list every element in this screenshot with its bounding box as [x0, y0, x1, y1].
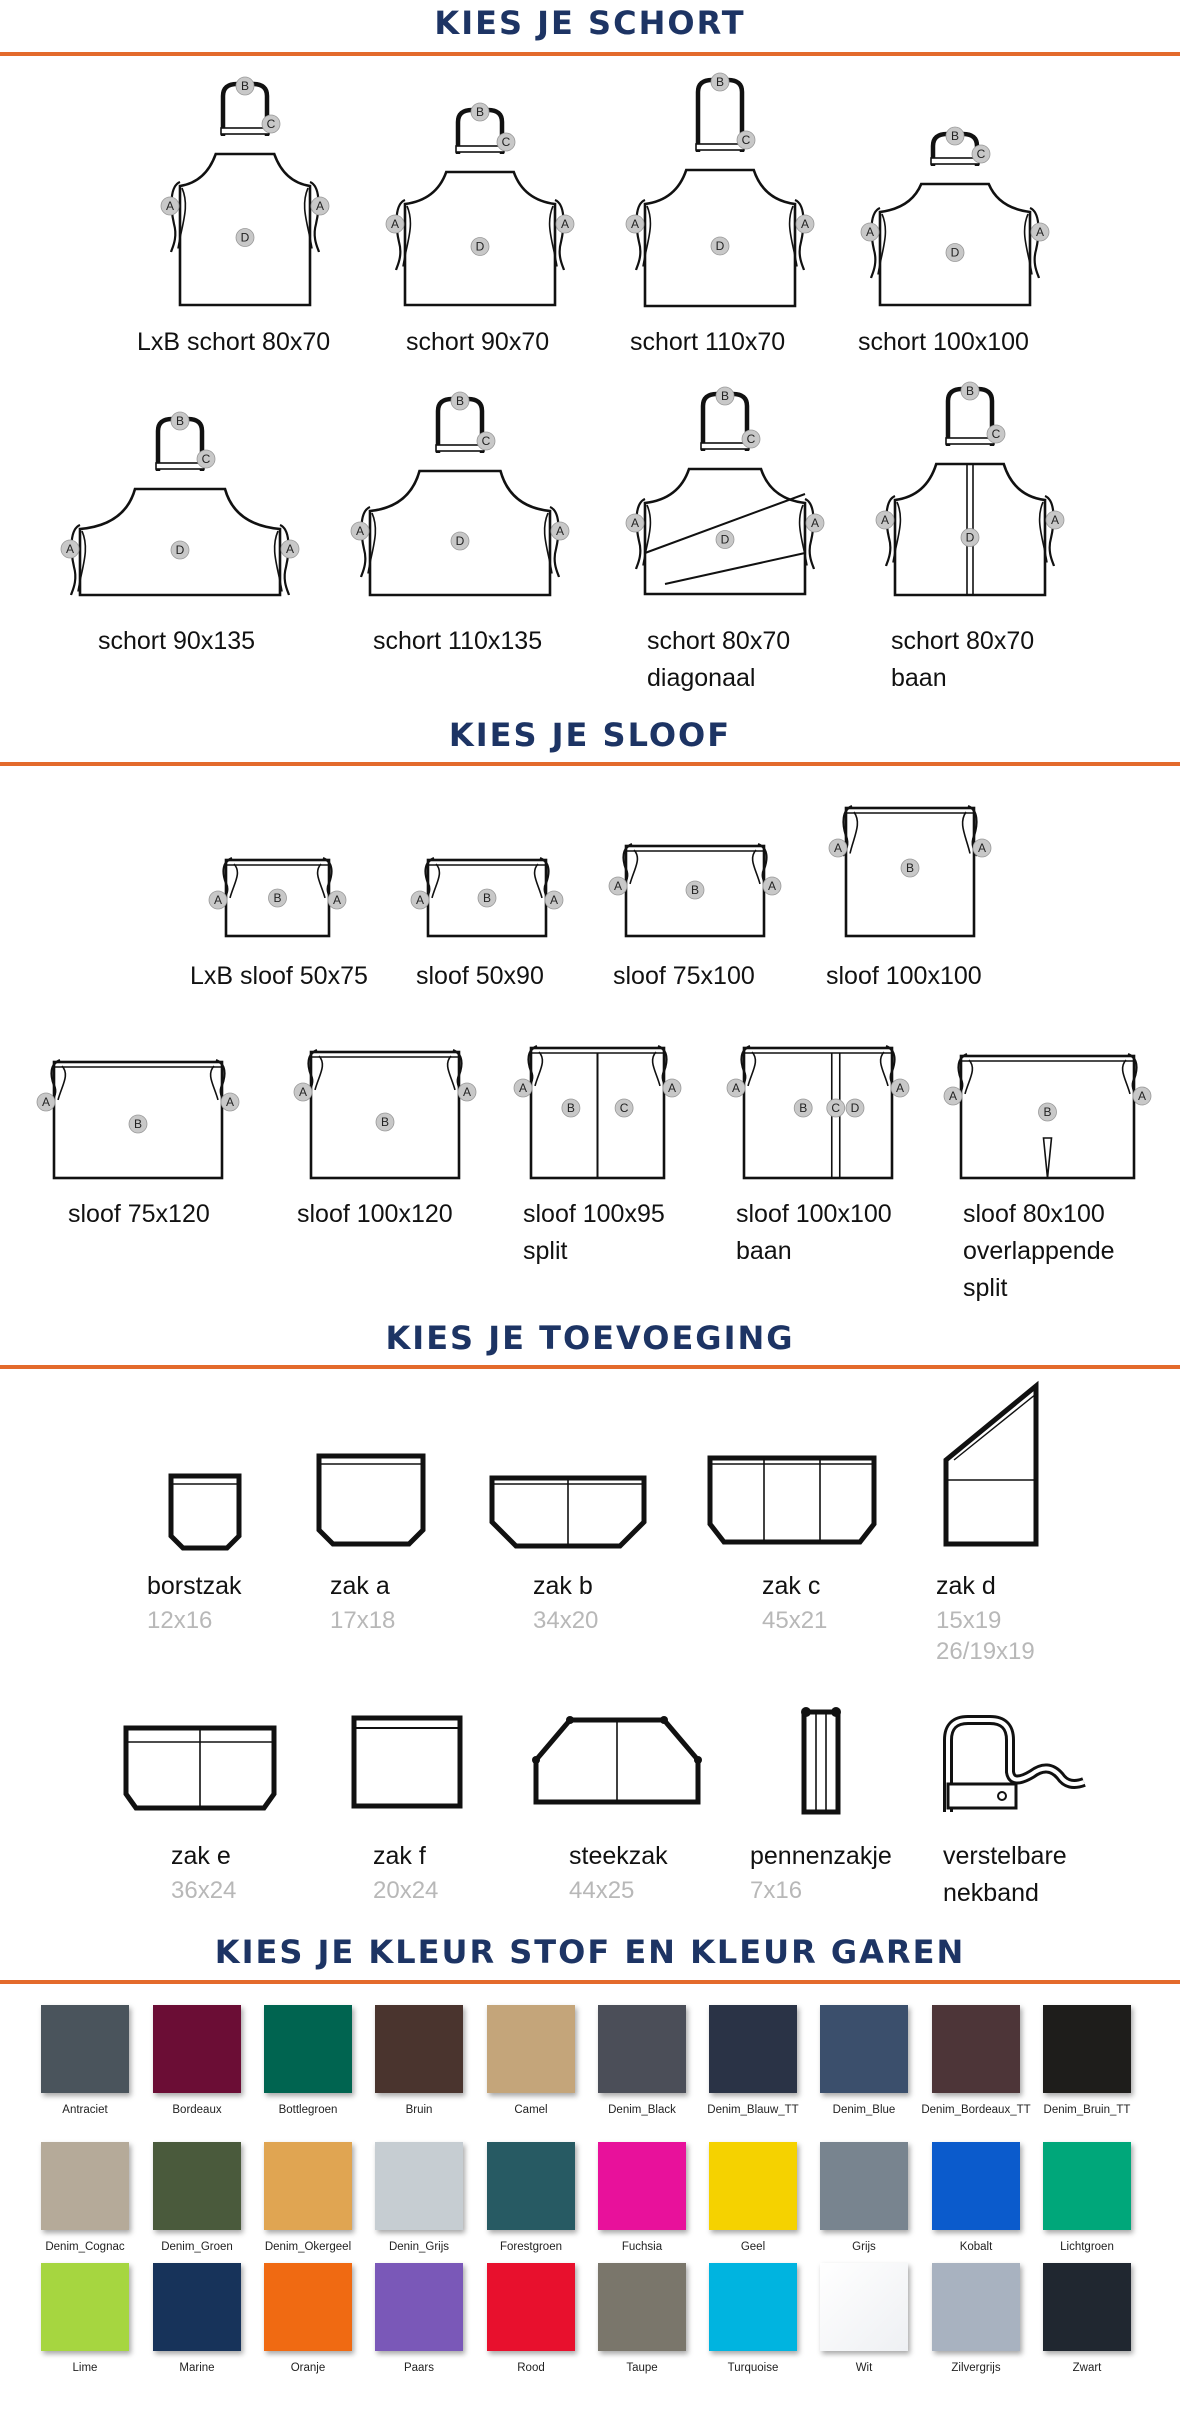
addon-dimensions: 36x24 — [171, 1877, 237, 1904]
label-marker-c — [197, 450, 215, 468]
color-swatch-name: Marine — [179, 2362, 215, 2374]
svg-text:C: C — [201, 452, 211, 466]
color-swatch-name: Taupe — [626, 2362, 658, 2374]
svg-text:A: A — [555, 524, 565, 538]
apron-label: schort 100x100 — [858, 328, 1029, 356]
svg-text:A: A — [213, 893, 223, 907]
label-marker-b — [236, 77, 254, 95]
svg-text:B: B — [950, 129, 960, 143]
svg-text:C: C — [481, 434, 491, 448]
label-marker-a — [1031, 223, 1049, 241]
label-marker-b — [471, 103, 489, 121]
label-marker-a — [294, 1083, 312, 1101]
section-title-sloof: KIES JE SLOOF — [448, 716, 732, 754]
color-swatch-name: Zilvergrijs — [951, 2362, 1001, 2374]
waist-apron-label-variant: overlappende — [963, 1237, 1115, 1265]
waist-apron-label-variant: split — [523, 1237, 568, 1265]
svg-text:A: A — [895, 1081, 905, 1095]
label-marker-b — [269, 889, 287, 907]
pocket-diagram[interactable] — [704, 1452, 880, 1548]
addon-dimensions: 7x16 — [750, 1877, 803, 1904]
svg-text:A: A — [1035, 225, 1045, 239]
svg-text:B: B — [715, 75, 725, 89]
waist-apron-diagram[interactable] — [402, 834, 572, 942]
color-swatch[interactable] — [41, 2263, 129, 2351]
color-swatch-name: Denim_Bordeaux_TT — [921, 2104, 1031, 2116]
label-marker-a — [311, 197, 329, 215]
color-swatch[interactable] — [820, 2142, 908, 2230]
label-marker-b — [946, 127, 964, 145]
label-marker-a — [556, 215, 574, 233]
label-marker-c — [827, 1099, 845, 1117]
addon-dimensions: 45x21 — [762, 1607, 828, 1634]
svg-text:C: C — [619, 1101, 629, 1115]
label-marker-b — [686, 881, 704, 899]
svg-text:A: A — [165, 199, 175, 213]
label-marker-b — [478, 889, 496, 907]
apron-label-variant: diagonaal — [647, 664, 756, 692]
pocket-diagram[interactable] — [120, 1722, 280, 1814]
section-divider — [0, 762, 1180, 766]
addon-label: zak f — [373, 1842, 426, 1870]
label-marker-a — [351, 522, 369, 540]
addon-dimensions: 20x24 — [373, 1877, 439, 1904]
label-marker-a — [727, 1079, 745, 1097]
label-marker-a — [209, 891, 227, 909]
svg-text:B: B — [905, 861, 915, 875]
svg-text:D: D — [475, 239, 485, 254]
label-marker-d — [236, 229, 254, 247]
svg-text:C: C — [266, 117, 276, 131]
apron-diagram[interactable] — [140, 70, 350, 315]
color-swatch-name: Denim_Blauw_TT — [707, 2104, 799, 2116]
color-swatch-name: Denim_Groen — [161, 2241, 233, 2253]
addon-dimensions: 26/19x19 — [936, 1638, 1035, 1665]
svg-text:B: B — [273, 891, 282, 905]
label-marker-b — [129, 1115, 147, 1133]
apron-label: schort 80x70 — [647, 627, 791, 655]
color-swatch[interactable] — [41, 2005, 129, 2093]
label-marker-d — [171, 541, 189, 559]
waist-apron-diagram[interactable] — [935, 1030, 1160, 1184]
svg-text:A: A — [880, 513, 890, 527]
apron-diagram[interactable] — [605, 380, 845, 604]
color-swatch-name: Denim_Black — [608, 2104, 676, 2116]
label-marker-b — [794, 1099, 812, 1117]
waist-apron-label: sloof 50x90 — [416, 962, 544, 990]
color-swatch[interactable] — [932, 2263, 1020, 2351]
label-marker-c — [497, 133, 515, 151]
svg-text:C: C — [831, 1101, 841, 1115]
color-swatch-name: Denin_Grijs — [388, 2241, 450, 2253]
svg-text:B: B — [455, 394, 465, 408]
svg-text:A: A — [560, 217, 570, 231]
apron-label-variant: baan — [891, 664, 947, 692]
label-marker-a — [796, 215, 814, 233]
svg-text:A: A — [355, 524, 365, 538]
color-swatch-name: Bordeaux — [172, 2104, 222, 2116]
svg-text:A: A — [315, 199, 325, 213]
label-marker-a — [458, 1083, 476, 1101]
section-divider — [0, 1365, 1180, 1369]
color-swatch-name: Denim_Okergeel — [264, 2241, 352, 2253]
pocket-diagram[interactable] — [313, 1450, 429, 1550]
label-marker-a — [411, 891, 429, 909]
label-marker-d — [716, 531, 734, 549]
svg-text:A: A — [285, 542, 295, 556]
label-marker-c — [477, 432, 495, 450]
color-swatch[interactable] — [1043, 2142, 1131, 2230]
label-marker-b — [562, 1099, 580, 1117]
color-swatch[interactable] — [820, 2263, 908, 2351]
svg-text:A: A — [1137, 1089, 1147, 1103]
waist-apron-diagram[interactable] — [600, 820, 790, 942]
label-marker-c — [262, 115, 280, 133]
apron-label: schort 80x70 — [891, 627, 1035, 655]
svg-text:D: D — [715, 239, 725, 253]
addon-label: verstelbare — [943, 1842, 1067, 1870]
svg-text:D: D — [850, 1101, 860, 1115]
color-swatch-name: Wit — [855, 2362, 873, 2374]
color-swatch-name: Denim_Bruin_TT — [1043, 2104, 1131, 2116]
svg-text:A: A — [390, 217, 400, 231]
apron-diagram[interactable] — [365, 96, 595, 315]
color-swatch[interactable] — [598, 2263, 686, 2351]
apron-diagram[interactable] — [330, 385, 590, 605]
svg-text:A: A — [800, 217, 810, 231]
pocket-diagram[interactable] — [165, 1470, 245, 1552]
addon-label: zak e — [171, 1842, 231, 1870]
color-swatch-name: Fuchsia — [621, 2241, 663, 2253]
label-marker-a — [973, 839, 991, 857]
addon-label: zak c — [762, 1572, 821, 1600]
svg-text:B: B — [240, 79, 250, 93]
addon-dimensions: 44x25 — [569, 1877, 635, 1904]
apron-diagram[interactable] — [855, 375, 1085, 605]
waist-apron-label: sloof 100x120 — [297, 1200, 453, 1228]
svg-text:C: C — [746, 432, 756, 446]
label-marker-c — [615, 1099, 633, 1117]
svg-text:B: B — [482, 891, 492, 905]
color-swatch-name: Lichtgroen — [1060, 2241, 1114, 2253]
svg-text:A: A — [865, 225, 875, 239]
label-marker-a — [663, 1079, 681, 1097]
svg-text:A: A — [225, 1095, 235, 1109]
addon-label: steekzak — [569, 1842, 668, 1870]
pocket-diagram[interactable] — [794, 1704, 848, 1818]
addon-label: zak b — [533, 1572, 593, 1600]
waist-apron-label: sloof 100x100 — [826, 962, 982, 990]
color-swatch[interactable] — [375, 2142, 463, 2230]
svg-text:D: D — [175, 543, 185, 557]
label-marker-a — [161, 197, 179, 215]
svg-text:D: D — [965, 530, 975, 545]
section-title-toevoeging: KIES JE TOEVOEGING — [385, 1319, 795, 1357]
label-marker-a — [545, 891, 563, 909]
svg-text:A: A — [298, 1085, 308, 1099]
color-swatch-name: Forestgroen — [499, 2241, 562, 2253]
label-marker-d — [451, 532, 469, 550]
label-marker-b — [716, 387, 734, 405]
svg-text:A: A — [833, 841, 843, 855]
color-swatch[interactable] — [1043, 2005, 1131, 2093]
label-marker-a — [328, 891, 346, 909]
addon-dimensions: 17x18 — [330, 1607, 396, 1634]
svg-text:A: A — [977, 841, 987, 855]
label-marker-a — [876, 511, 894, 529]
pocket-diagram[interactable] — [348, 1712, 466, 1812]
addon-dimensions: 15x19 — [936, 1607, 1002, 1634]
color-swatch-name: Rood — [517, 2362, 545, 2374]
label-marker-b — [961, 382, 979, 400]
label-marker-b — [451, 392, 469, 410]
label-marker-a — [806, 514, 824, 532]
color-swatch[interactable] — [932, 2005, 1020, 2093]
color-swatch[interactable] — [264, 2142, 352, 2230]
color-swatch-name: Bottlegroen — [278, 2104, 338, 2116]
color-swatch[interactable] — [932, 2142, 1020, 2230]
svg-text:A: A — [462, 1085, 472, 1099]
svg-text:A: A — [667, 1081, 677, 1095]
apron-diagram[interactable] — [40, 405, 320, 605]
label-marker-d — [846, 1099, 864, 1117]
waist-apron-diagram[interactable] — [718, 1022, 918, 1184]
color-swatch[interactable] — [41, 2142, 129, 2230]
color-swatch-name: Geel — [740, 2241, 766, 2253]
label-marker-d — [471, 238, 489, 256]
svg-text:C: C — [991, 427, 1001, 441]
svg-text:C: C — [501, 135, 511, 149]
svg-text:B: B — [799, 1101, 808, 1115]
svg-text:C: C — [976, 147, 986, 161]
svg-text:A: A — [767, 879, 777, 893]
label-marker-a — [281, 540, 299, 558]
waist-apron-label: sloof 100x100 — [736, 1200, 892, 1228]
svg-text:B: B — [175, 414, 185, 428]
addon-label: zak a — [330, 1572, 390, 1600]
color-swatch[interactable] — [709, 2005, 797, 2093]
label-marker-c — [987, 425, 1005, 443]
svg-text:A: A — [1050, 513, 1060, 527]
label-marker-a — [861, 223, 879, 241]
color-swatch[interactable] — [375, 2263, 463, 2351]
waist-apron-label: sloof 100x95 — [523, 1200, 665, 1228]
svg-text:A: A — [41, 1095, 51, 1109]
apron-label: schort 110x135 — [373, 627, 543, 655]
color-swatch-name: Denim_Blue — [832, 2104, 896, 2116]
color-swatch[interactable] — [1043, 2263, 1131, 2351]
addon-label: zak d — [936, 1572, 996, 1600]
svg-text:A: A — [810, 516, 820, 530]
section-divider — [0, 52, 1180, 56]
addon-label-variant: nekband — [943, 1879, 1039, 1907]
color-swatch[interactable] — [153, 2005, 241, 2093]
color-swatch-name: Antraciet — [62, 2104, 108, 2116]
addon-label: pennenzakje — [750, 1842, 892, 1870]
label-marker-a — [891, 1079, 909, 1097]
section-divider — [0, 1980, 1180, 1984]
waist-apron-label: sloof 75x100 — [613, 962, 755, 990]
svg-text:A: A — [518, 1081, 528, 1095]
waist-apron-label: LxB sloof 50x75 — [190, 962, 368, 990]
label-marker-b — [171, 412, 189, 430]
apron-diagram[interactable] — [840, 120, 1070, 315]
svg-text:B: B — [475, 105, 485, 119]
svg-text:B: B — [690, 883, 700, 897]
apron-label: schort 90x70 — [406, 328, 550, 356]
svg-text:D: D — [720, 532, 730, 547]
waist-apron-diagram[interactable] — [28, 1036, 248, 1184]
color-swatch[interactable] — [264, 2263, 352, 2351]
addon-dimensions: 34x20 — [533, 1607, 599, 1634]
label-marker-a — [386, 215, 404, 233]
color-swatch[interactable] — [375, 2005, 463, 2093]
color-swatch[interactable] — [153, 2142, 241, 2230]
pocket-diagram[interactable] — [486, 1472, 650, 1552]
label-marker-a — [609, 877, 627, 895]
label-marker-a — [61, 540, 79, 558]
apron-diagram[interactable] — [605, 66, 835, 316]
svg-text:B: B — [965, 384, 975, 398]
label-marker-a — [829, 839, 847, 857]
color-swatch[interactable] — [153, 2263, 241, 2351]
color-swatch-name: Kobalt — [959, 2241, 993, 2253]
svg-text:D: D — [240, 230, 250, 245]
color-swatch-name: Oranje — [290, 2362, 326, 2374]
color-swatch-name: Denim_Cognac — [45, 2241, 125, 2253]
svg-text:A: A — [613, 879, 623, 893]
apron-label: schort 90x135 — [98, 627, 256, 655]
color-swatch[interactable] — [264, 2005, 352, 2093]
svg-text:A: A — [630, 516, 640, 530]
label-marker-a — [514, 1079, 532, 1097]
svg-text:B: B — [380, 1115, 390, 1129]
addon-label: borstzak — [147, 1572, 242, 1600]
section-title-schort: KIES JE SCHORT — [434, 4, 746, 42]
color-swatch[interactable] — [820, 2005, 908, 2093]
waist-apron-label-variant: split — [963, 1274, 1008, 1302]
color-swatch-name: Camel — [514, 2104, 548, 2116]
neckband-diagram[interactable] — [940, 1712, 1090, 1822]
color-swatch-name: Grijs — [852, 2241, 876, 2253]
label-marker-d — [961, 529, 979, 547]
apron-label: schort 110x70 — [630, 328, 786, 356]
color-swatch-name: Zwart — [1072, 2362, 1102, 2374]
color-swatch-name: Bruin — [405, 2104, 433, 2116]
svg-text:B: B — [1043, 1105, 1052, 1119]
addon-dimensions: 12x16 — [147, 1607, 213, 1634]
color-swatch-name: Lime — [72, 2362, 98, 2374]
label-marker-a — [626, 215, 644, 233]
svg-text:A: A — [731, 1081, 741, 1095]
waist-apron-label: sloof 75x120 — [68, 1200, 210, 1228]
waist-apron-diagram[interactable] — [200, 834, 355, 942]
section-title-kleur: KIES JE KLEUR STOF EN KLEUR GAREN — [214, 1933, 966, 1971]
label-marker-a — [37, 1093, 55, 1111]
svg-text:B: B — [566, 1101, 575, 1115]
color-swatch[interactable] — [598, 2005, 686, 2093]
color-swatch[interactable] — [709, 2142, 797, 2230]
label-marker-a — [1046, 511, 1064, 529]
label-marker-d — [711, 237, 729, 255]
label-marker-a — [1133, 1087, 1151, 1105]
label-marker-b — [1039, 1103, 1057, 1121]
label-marker-a — [221, 1093, 239, 1111]
label-marker-c — [737, 131, 755, 149]
waist-apron-diagram[interactable] — [820, 782, 1000, 942]
svg-text:D: D — [950, 245, 960, 260]
svg-text:A: A — [65, 542, 75, 556]
label-marker-a — [626, 514, 644, 532]
waist-apron-label-variant: baan — [736, 1237, 792, 1265]
svg-text:A: A — [630, 217, 640, 231]
label-marker-b — [376, 1113, 394, 1131]
label-marker-a — [944, 1087, 962, 1105]
svg-text:B: B — [720, 389, 730, 403]
waist-apron-label: sloof 80x100 — [963, 1200, 1105, 1228]
pocket-diagram[interactable] — [940, 1380, 1044, 1550]
color-swatch[interactable] — [598, 2142, 686, 2230]
svg-text:D: D — [455, 534, 465, 548]
color-swatch[interactable] — [487, 2142, 575, 2230]
waist-apron-diagram[interactable] — [505, 1022, 690, 1184]
label-marker-c — [972, 145, 990, 163]
svg-text:A: A — [415, 893, 425, 907]
svg-text:C: C — [741, 133, 751, 147]
svg-text:A: A — [948, 1089, 958, 1103]
svg-text:A: A — [332, 893, 342, 907]
label-marker-d — [946, 244, 964, 262]
apron-label: LxB schort 80x70 — [137, 328, 331, 356]
color-swatch-name: Paars — [403, 2362, 435, 2374]
label-marker-a — [763, 877, 781, 895]
color-swatch-name: Turquoise — [727, 2362, 779, 2374]
color-swatch[interactable] — [487, 2005, 575, 2093]
waist-apron-diagram[interactable] — [285, 1026, 485, 1184]
svg-text:A: A — [549, 893, 559, 907]
color-swatch[interactable] — [709, 2263, 797, 2351]
pocket-diagram[interactable] — [530, 1710, 704, 1810]
label-marker-b — [711, 73, 729, 91]
label-marker-b — [901, 859, 919, 877]
label-marker-c — [742, 430, 760, 448]
svg-text:B: B — [133, 1117, 143, 1131]
label-marker-a — [551, 522, 569, 540]
color-swatch[interactable] — [487, 2263, 575, 2351]
